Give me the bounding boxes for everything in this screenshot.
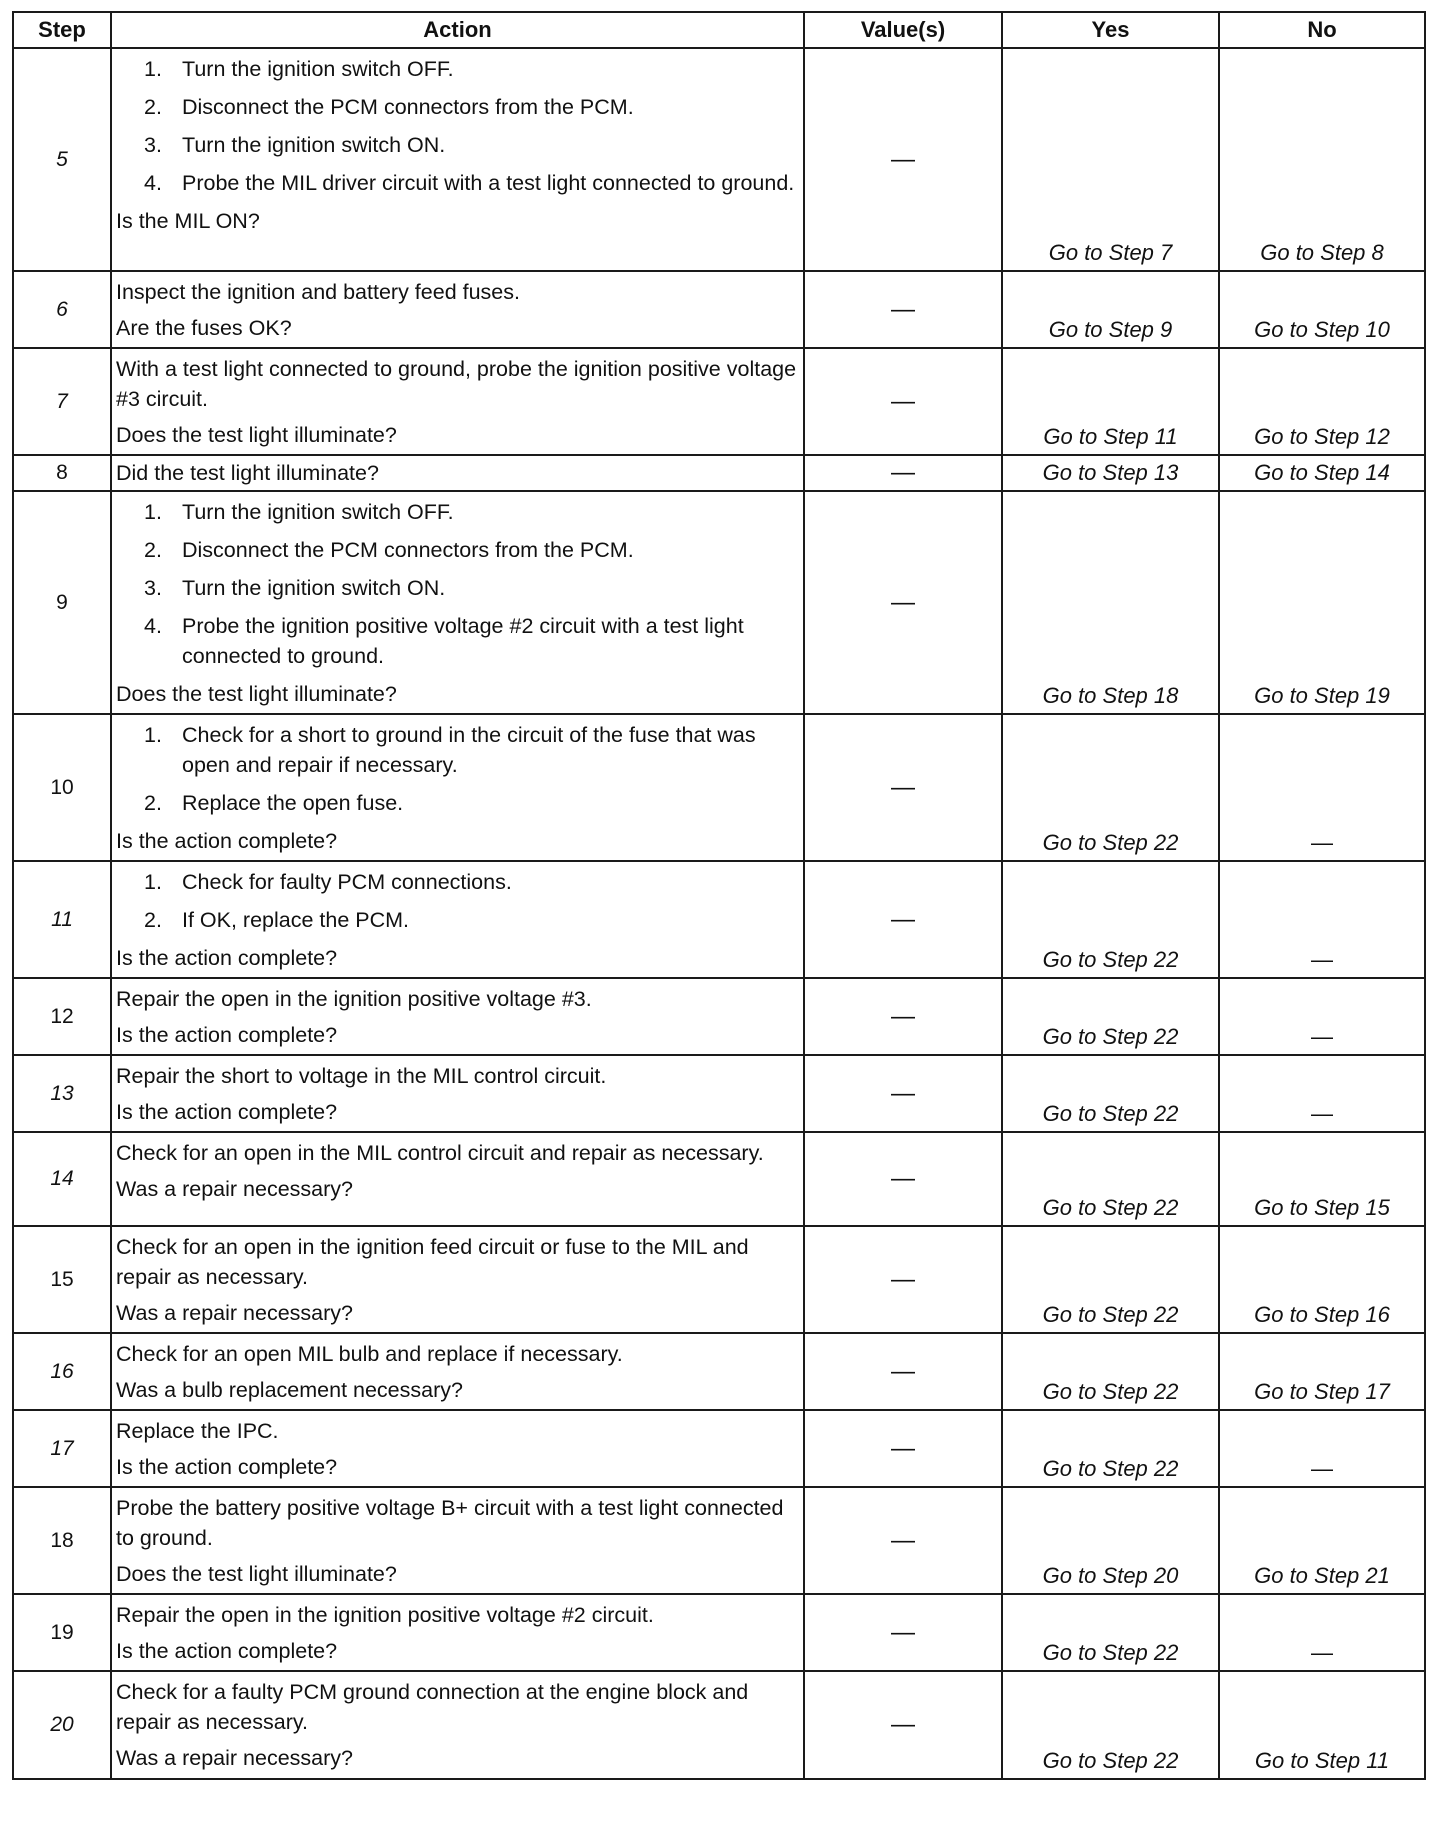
no-cell: Go to Step 8 — [1219, 48, 1425, 271]
action-question: Is the action complete? — [116, 1455, 338, 1479]
action-text: Check for an open MIL bulb and replace if necessary. — [116, 1342, 623, 1366]
action-cell — [111, 1487, 804, 1594]
header-action: Action — [111, 12, 804, 48]
step-number: 13 — [13, 1055, 111, 1132]
action-step-text: Replace the open fuse. — [182, 791, 404, 815]
action-step-item — [116, 130, 797, 160]
action-step-text: Check for a short to ground in the circuit of the fuse that was open and repair if necessary. — [182, 723, 756, 777]
action-step-number: 2. — [144, 95, 162, 119]
action-cell — [111, 271, 804, 348]
step-number: 17 — [13, 1410, 111, 1487]
action-step-number: 2. — [144, 538, 162, 562]
action-step-text: Turn the ignition switch OFF. — [182, 57, 454, 81]
action-step-text: Disconnect the PCM connectors from the PCM. — [182, 538, 634, 562]
value-cell: — — [804, 1410, 1002, 1487]
step-number: 10 — [13, 714, 111, 861]
yes-cell: Go to Step 20 — [1002, 1487, 1219, 1594]
yes-cell: Go to Step 13 — [1002, 455, 1219, 491]
action-step-item — [116, 611, 797, 671]
action-step-number: 1. — [144, 57, 162, 81]
yes-cell: Go to Step 11 — [1002, 348, 1219, 455]
action-step-text: Turn the ignition switch ON. — [182, 576, 446, 600]
no-cell: Go to Step 11 — [1219, 1671, 1425, 1779]
no-cell: Go to Step 21 — [1219, 1487, 1425, 1594]
yes-cell: Go to Step 22 — [1002, 978, 1219, 1055]
action-question: Did the test light illuminate? — [116, 461, 379, 485]
action-step-number: 3. — [144, 576, 162, 600]
value-cell: — — [804, 1333, 1002, 1410]
yes-cell: Go to Step 22 — [1002, 861, 1219, 978]
header-values: Value(s) — [804, 12, 1002, 48]
no-cell: — — [1219, 861, 1425, 978]
action-step-item — [116, 788, 797, 818]
step-number: 7 — [13, 348, 111, 455]
action-cell — [111, 1671, 804, 1779]
action-cell — [111, 714, 804, 861]
action-step-item — [116, 497, 797, 527]
no-cell: Go to Step 12 — [1219, 348, 1425, 455]
action-step-text: Check for faulty PCM connections. — [182, 870, 512, 894]
action-question: Is the action complete? — [116, 946, 338, 970]
yes-cell: Go to Step 22 — [1002, 1333, 1219, 1410]
action-text: Repair the open in the ignition positive voltage #3. — [116, 987, 592, 1011]
action-step-item — [116, 720, 797, 780]
action-cell — [111, 455, 804, 491]
action-cell — [111, 1333, 804, 1410]
action-step-text: Disconnect the PCM connectors from the PCM. — [182, 95, 634, 119]
action-step-item — [116, 573, 797, 603]
no-cell: — — [1219, 978, 1425, 1055]
action-question: Does the test light illuminate? — [116, 423, 397, 447]
action-question: Was a repair necessary? — [116, 1177, 353, 1201]
no-cell: Go to Step 19 — [1219, 491, 1425, 714]
action-question: Is the action complete? — [116, 1100, 338, 1124]
table-row — [13, 714, 1425, 861]
yes-cell: Go to Step 22 — [1002, 1226, 1219, 1333]
action-question: Is the action complete? — [116, 1023, 338, 1047]
action-cell — [111, 348, 804, 455]
table-row — [13, 861, 1425, 978]
yes-cell: Go to Step 22 — [1002, 1055, 1219, 1132]
value-cell: — — [804, 714, 1002, 861]
action-step-number: 4. — [144, 614, 162, 638]
action-cell — [111, 1410, 804, 1487]
diagnostic-table — [12, 11, 1426, 1780]
yes-cell: Go to Step 18 — [1002, 491, 1219, 714]
no-cell: Go to Step 16 — [1219, 1226, 1425, 1333]
step-number: 18 — [13, 1487, 111, 1594]
action-cell — [111, 861, 804, 978]
step-number: 11 — [13, 861, 111, 978]
table-row — [13, 1333, 1425, 1410]
action-question: Is the MIL ON? — [116, 209, 260, 233]
value-cell: — — [804, 1487, 1002, 1594]
action-question: Does the test light illuminate? — [116, 682, 397, 706]
table-row — [13, 1671, 1425, 1779]
value-cell: — — [804, 491, 1002, 714]
action-cell — [111, 1132, 804, 1226]
value-cell: — — [804, 455, 1002, 491]
action-text: Repair the short to voltage in the MIL control circuit. — [116, 1064, 607, 1088]
value-cell: — — [804, 978, 1002, 1055]
action-step-number: 2. — [144, 791, 162, 815]
action-text: Repair the open in the ignition positive voltage #2 circuit. — [116, 1603, 654, 1627]
action-step-number: 1. — [144, 500, 162, 524]
action-step-number: 2. — [144, 908, 162, 932]
table-row — [13, 491, 1425, 714]
table-row — [13, 1487, 1425, 1594]
action-text: Replace the IPC. — [116, 1419, 279, 1443]
action-cell — [111, 1226, 804, 1333]
table-row — [13, 348, 1425, 455]
action-step-item — [116, 535, 797, 565]
yes-cell: Go to Step 7 — [1002, 48, 1219, 271]
table-body — [13, 48, 1425, 1779]
step-number: 16 — [13, 1333, 111, 1410]
value-cell: — — [804, 1055, 1002, 1132]
yes-cell: Go to Step 22 — [1002, 1594, 1219, 1671]
header-step: Step — [13, 12, 111, 48]
action-step-item — [116, 92, 797, 122]
action-text: Check for an open in the ignition feed circuit or fuse to the MIL and repair as necessary. — [116, 1235, 749, 1289]
value-cell: — — [804, 348, 1002, 455]
action-step-text: Probe the MIL driver circuit with a test light connected to ground. — [182, 171, 795, 195]
yes-cell: Go to Step 22 — [1002, 714, 1219, 861]
action-question: Are the fuses OK? — [116, 316, 292, 340]
yes-cell: Go to Step 9 — [1002, 271, 1219, 348]
step-number: 20 — [13, 1671, 111, 1779]
action-step-text: If OK, replace the PCM. — [182, 908, 410, 932]
action-step-number: 1. — [144, 723, 162, 747]
table-row — [13, 1132, 1425, 1226]
action-question: Was a bulb replacement necessary? — [116, 1378, 463, 1402]
no-cell: — — [1219, 1410, 1425, 1487]
yes-cell: Go to Step 22 — [1002, 1671, 1219, 1779]
action-text: Probe the battery positive voltage B+ circuit with a test light connected to ground. — [116, 1496, 784, 1550]
step-number: 12 — [13, 978, 111, 1055]
no-cell: Go to Step 17 — [1219, 1333, 1425, 1410]
action-step-item — [116, 905, 797, 935]
action-text: Check for a faulty PCM ground connection at the engine block and repair as necessary. — [116, 1680, 749, 1734]
table-row — [13, 1055, 1425, 1132]
yes-cell: Go to Step 22 — [1002, 1132, 1219, 1226]
action-step-item — [116, 54, 797, 84]
header-yes: Yes — [1002, 12, 1219, 48]
action-cell — [111, 1055, 804, 1132]
action-step-text: Probe the ignition positive voltage #2 circuit with a test light connected to ground. — [182, 614, 744, 668]
action-question: Is the action complete? — [116, 829, 338, 853]
no-cell: — — [1219, 714, 1425, 861]
step-number: 15 — [13, 1226, 111, 1333]
value-cell: — — [804, 1594, 1002, 1671]
yes-cell: Go to Step 22 — [1002, 1410, 1219, 1487]
action-cell — [111, 491, 804, 714]
value-cell: — — [804, 1132, 1002, 1226]
action-step-number: 3. — [144, 133, 162, 157]
action-steps-list — [116, 720, 797, 818]
action-question: Does the test light illuminate? — [116, 1562, 397, 1586]
table-row — [13, 271, 1425, 348]
action-steps-list — [116, 497, 797, 671]
table-row — [13, 978, 1425, 1055]
action-question: Was a repair necessary? — [116, 1746, 353, 1770]
no-cell: Go to Step 14 — [1219, 455, 1425, 491]
action-step-item — [116, 867, 797, 897]
action-step-number: 4. — [144, 171, 162, 195]
table-row — [13, 48, 1425, 271]
no-cell: — — [1219, 1055, 1425, 1132]
table-row — [13, 455, 1425, 491]
step-number: 6 — [13, 271, 111, 348]
action-cell — [111, 1594, 804, 1671]
action-cell — [111, 978, 804, 1055]
action-text: With a test light connected to ground, probe the ignition positive voltage #3 circuit. — [116, 357, 797, 411]
no-cell: Go to Step 10 — [1219, 271, 1425, 348]
action-steps-list — [116, 54, 797, 198]
table-row — [13, 1410, 1425, 1487]
step-number: 19 — [13, 1594, 111, 1671]
step-number: 8 — [13, 455, 111, 491]
step-number: 14 — [13, 1132, 111, 1226]
action-step-item — [116, 168, 797, 198]
table-row — [13, 1594, 1425, 1671]
action-steps-list — [116, 867, 797, 935]
header-row — [13, 12, 1425, 48]
no-cell: Go to Step 15 — [1219, 1132, 1425, 1226]
action-text: Inspect the ignition and battery feed fuses. — [116, 280, 520, 304]
action-step-text: Turn the ignition switch ON. — [182, 133, 446, 157]
action-step-text: Turn the ignition switch OFF. — [182, 500, 454, 524]
header-no: No — [1219, 12, 1425, 48]
no-cell: — — [1219, 1594, 1425, 1671]
action-cell — [111, 48, 804, 271]
step-number: 9 — [13, 491, 111, 714]
value-cell: — — [804, 271, 1002, 348]
value-cell: — — [804, 861, 1002, 978]
value-cell: — — [804, 48, 1002, 271]
action-question: Is the action complete? — [116, 1639, 338, 1663]
value-cell: — — [804, 1226, 1002, 1333]
action-step-number: 1. — [144, 870, 162, 894]
step-number: 5 — [13, 48, 111, 271]
action-question: Was a repair necessary? — [116, 1301, 353, 1325]
value-cell: — — [804, 1671, 1002, 1779]
action-text: Check for an open in the MIL control circuit and repair as necessary. — [116, 1141, 764, 1165]
table-row — [13, 1226, 1425, 1333]
diagnostic-table-page — [12, 11, 1424, 1780]
